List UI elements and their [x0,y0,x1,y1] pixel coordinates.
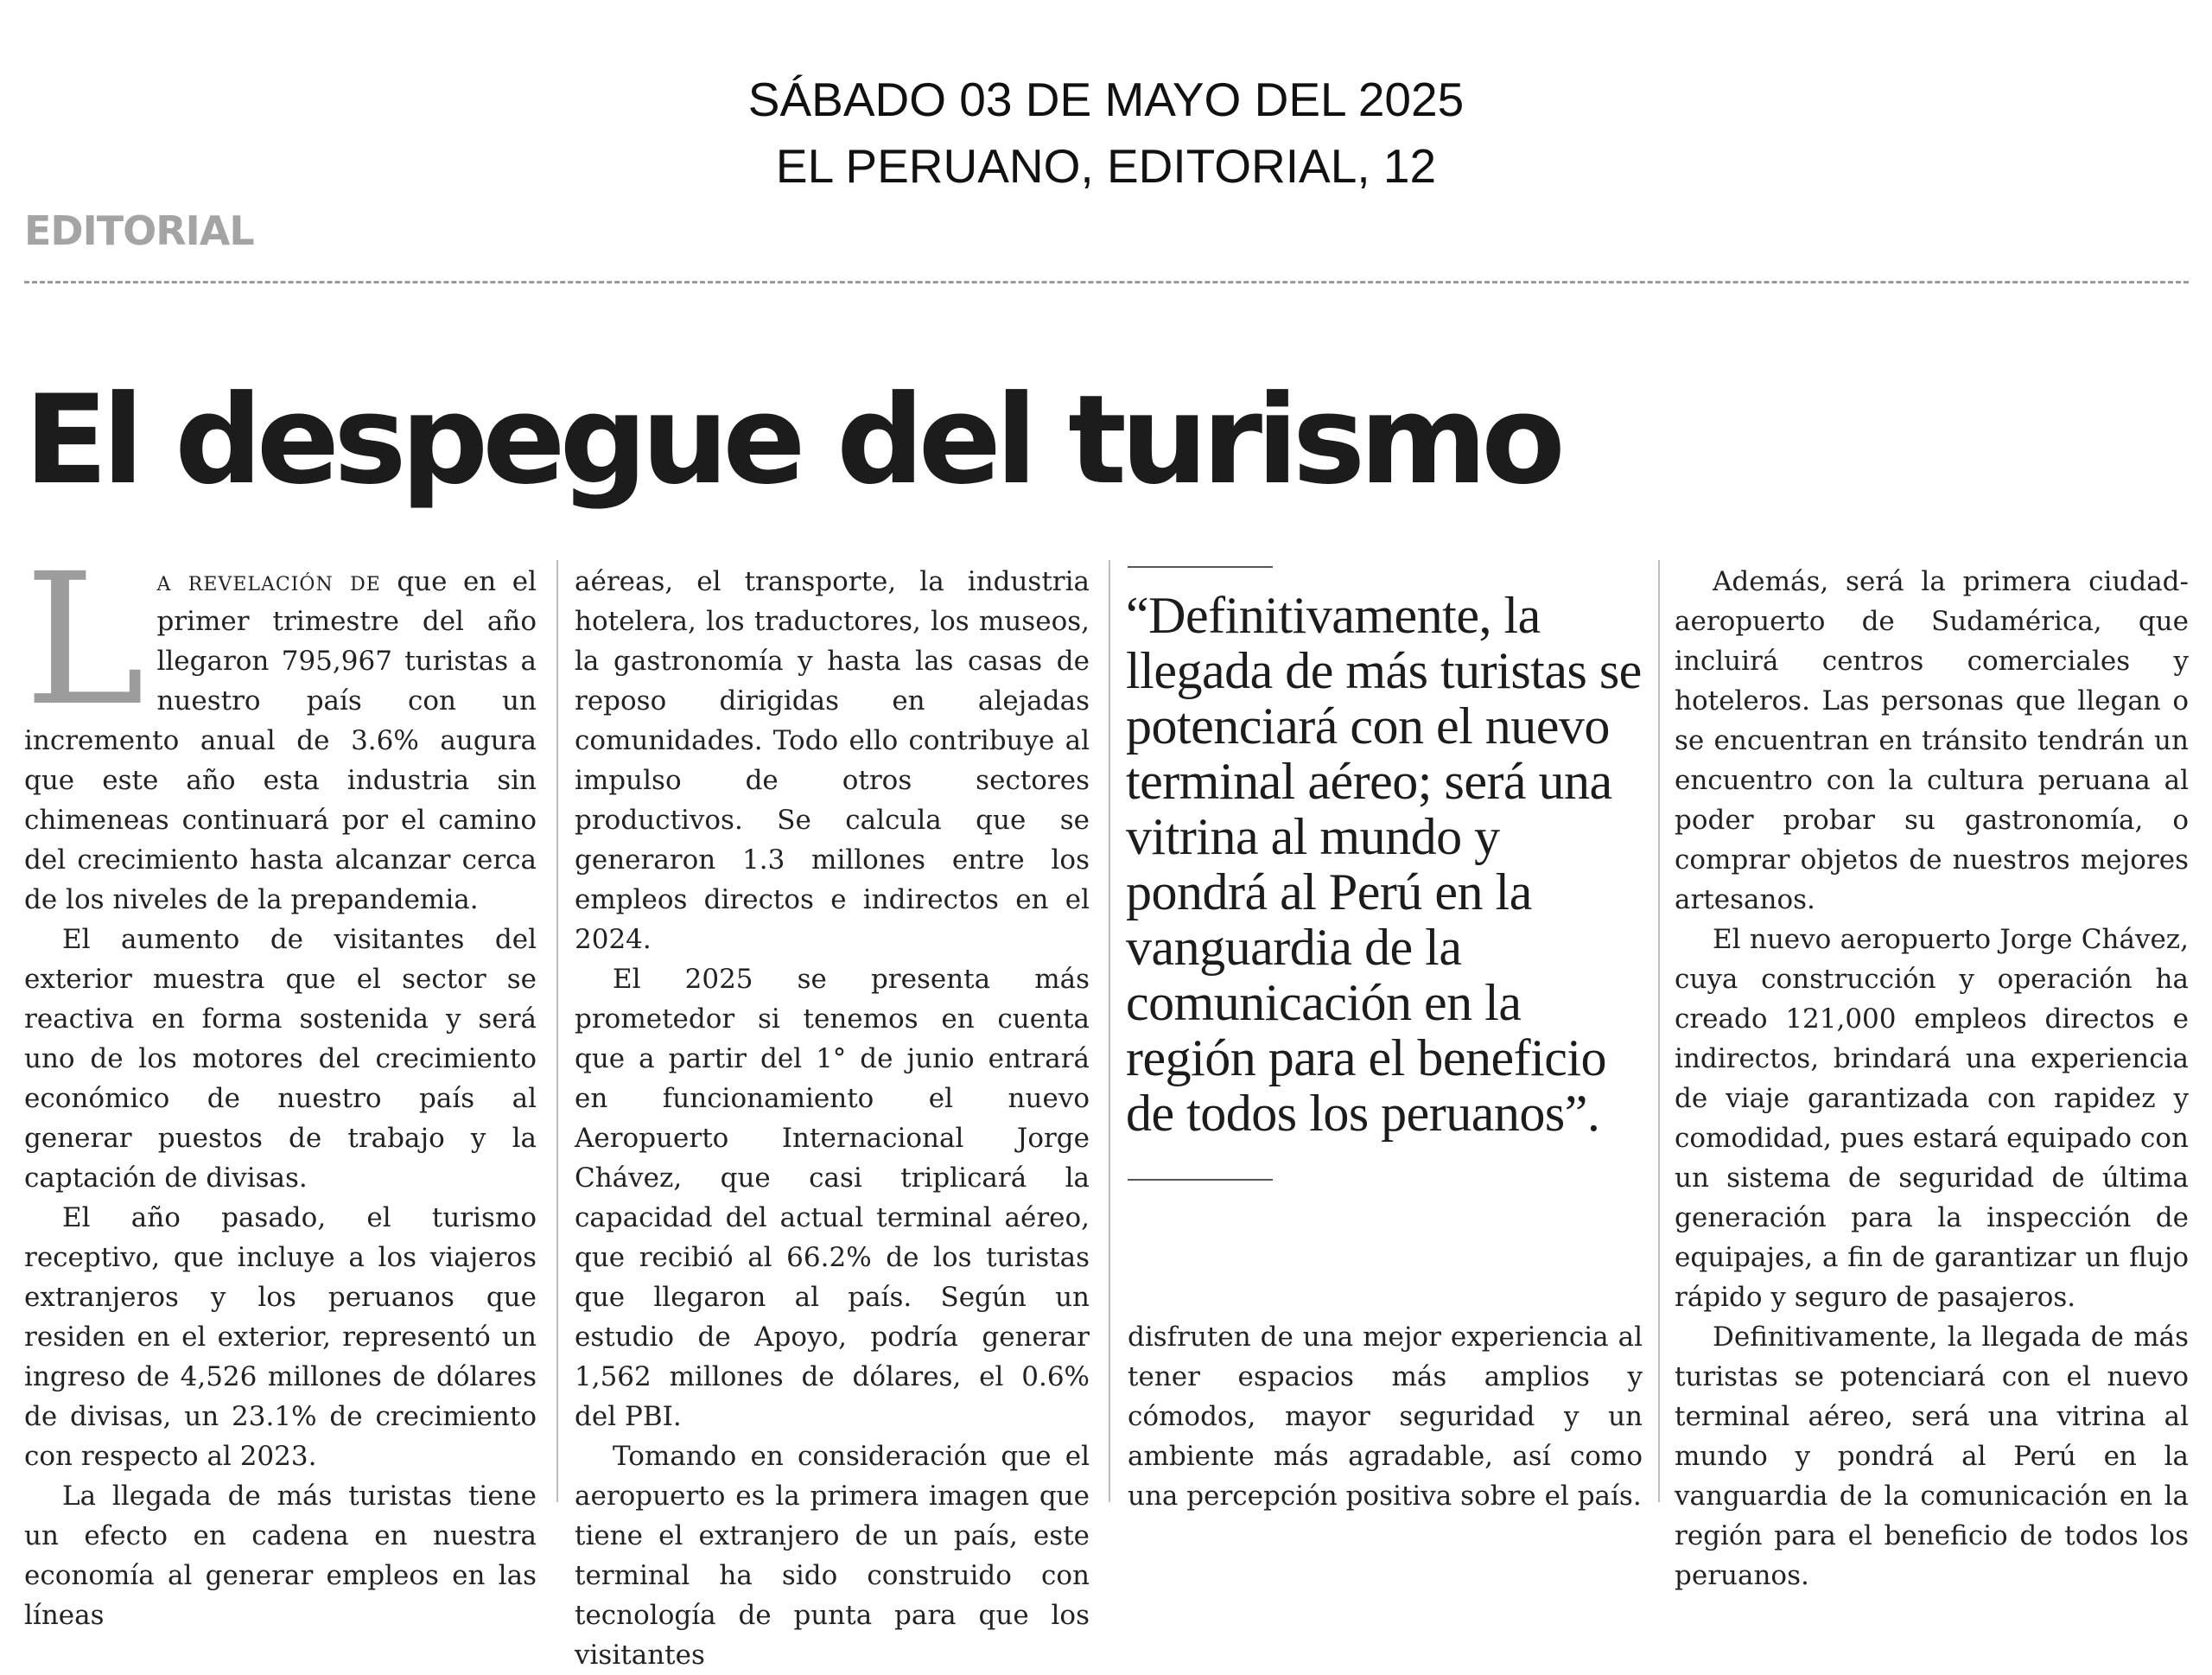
paragraph: Además, será la primera ciudad-aeropuerto de Sudamérica, que incluirá centros comerciales y hoteleros. Las personas que llegan o se encuentran en tránsito tendrán un encuentro con la cultura peruana al poder probar su gastronomía, o comprar objetos de nuestros mejores artesanos. [1675,566,2189,915]
paragraph: disfruten de una mejor experiencia al tener espacios más amplios y cómodos, mayor seguridad y un ambiente más agradable, así como una percepción positiva sobre el país. [1128,1322,1643,1512]
article-column-4 [1675,562,2189,1595]
section-label: EDITORIAL [24,207,254,254]
paragraph: Tomando en consideración que el aeropuerto es la primera imagen que tiene el extranjero de un país, este terminal ha sido construido con tecnología de punta para que los visitantes [575,1441,1090,1671]
column-divider [1109,560,1110,1502]
paragraph: aéreas, el transporte, la industria hotelera, los traductores, los museos, la gastronomía y hasta las casas de reposo dirigidas en alejadas comunidades. Todo ello contribuye al impulso de otros sectores productivos. Se calcula que se generaron 1.3 millones entre los empleos directos e indirectos en el 2024. [575,566,1090,955]
paragraph: El 2025 se presenta más prometedor si tenemos en cuenta que a partir del 1° de junio entrará en funcionamiento el nuevo Aeropuerto Internacional Jorge Chávez, que casi triplicará la capacidad del actual terminal aéreo, que recibió al 66.2% de los turistas que llegaron al país. Según un estudio de Apoyo, podría generar 1,562 millones de dólares, el 0.6% del PBI. [575,964,1090,1432]
article-column-2 [575,562,1090,1675]
column-divider [556,560,558,1502]
quote-rule-bottom [1128,1179,1273,1181]
quote-rule-top [1128,566,1273,568]
article-column-3 [1128,1317,1643,1516]
paragraph-text: que en el primer trimestre del año llegaron 795,967 turistas a nuestro país con un incremento anual de 3.6% augura que este año esta industria sin chimeneas continuará por el camino del crecimiento hasta alcanzar cerca de los niveles de la prepandemia. [24,566,537,915]
paragraph: El aumento de visitantes del exterior muestra que el sector se reactiva en forma sostenida y será uno de los motores del crecimiento económico de nuestro país al generar puestos de trabajo y la captación de divisas. [24,924,537,1194]
paragraph: Definitivamente, la llegada de más turistas se potenciará con el nuevo terminal aéreo, será una vitrina al mundo y pondrá al Perú en la vanguardia de la comunicación en la región para el beneficio de todos los peruanos. [1675,1322,2189,1591]
date-line: SÁBADO 03 DE MAYO DEL 2025 [747,73,1465,126]
article-column-1 [24,534,537,1635]
drop-cap: L [24,534,145,746]
headline: El despegue del turismo [24,369,1560,512]
lead-in: a revelación de [156,566,381,597]
pull-quote: “Definitivamente, la llegada de más turistas se potenciará con el nuevo terminal aéreo; será una vitrina al mundo y pondrá al Perú en la vanguardia de la comunicación en la región para el beneficio de todos los peruanos”. [1126,587,1642,1142]
section-divider [24,281,2189,283]
paragraph [24,534,537,920]
paragraph: La llegada de más turistas tiene un efecto en cadena en nuestra economía al generar empleos en las líneas [24,1481,537,1631]
source-line: EL PERUANO, EDITORIAL, 12 [775,139,1437,193]
column-divider [1658,560,1660,1502]
paragraph: El nuevo aeropuerto Jorge Chávez, cuya construcción y operación ha creado 121,000 empleos directos e indirectos, brindará una experiencia de viaje garantizada con rapidez y comodidad, pues estará equipado con un sistema de seguridad de última generación para la inspección de equipajes, a fin de garantizar un flujo rápido y seguro de pasajeros. [1675,924,2189,1313]
paragraph: El año pasado, el turismo receptivo, que incluye a los viajeros extranjeros y los peruanos que residen en el exterior, representó un ingreso de 4,526 millones de dólares de divisas, un 23.1% de crecimiento con respecto al 2023. [24,1202,537,1472]
